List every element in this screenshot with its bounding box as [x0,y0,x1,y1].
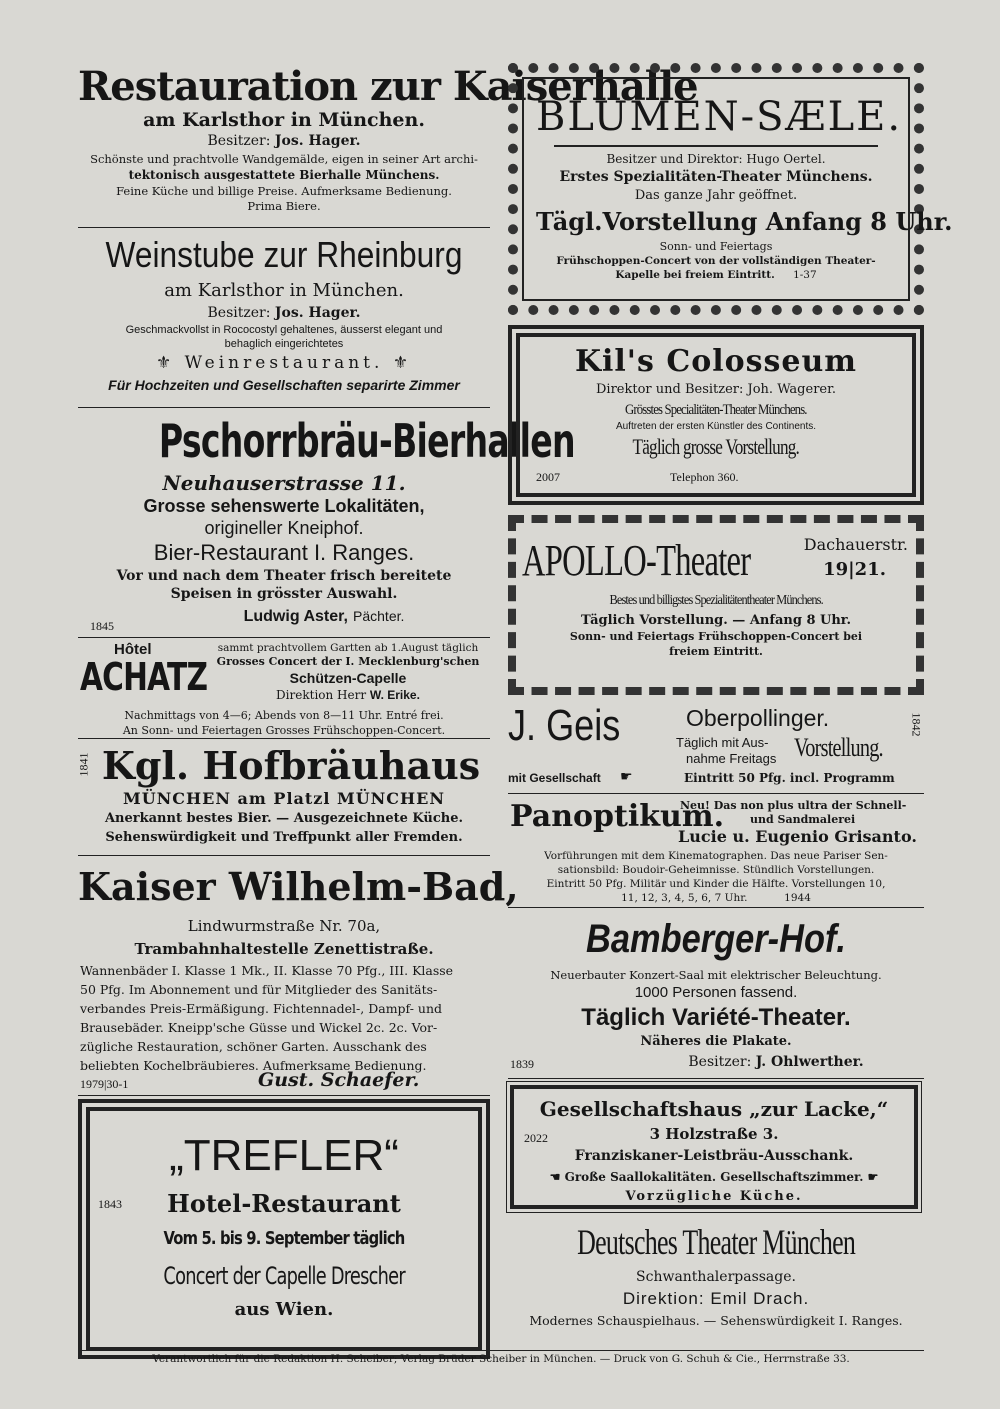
ad-subtitle: am Karlsthor in München. [164,280,404,301]
ad-text: Vorzügliche Küche. [625,1189,803,1204]
ad-text: Auftreten der ersten Künstler des Continents. [615,421,817,432]
ad-text: Grösstes Specialitäten-Theater Münchens. [625,402,807,418]
ad-text: Neu! Das non plus ultra der Schnell- [680,799,907,812]
ad-text: Eintritt 50 Pfg. Militär und Kinder die Hälfte. Vorstellungen 10, [546,878,886,890]
ad-achatz [78,641,490,741]
ad-street-number: 19|21. [823,559,886,580]
ad-title: J. Geis [508,701,621,750]
divider [78,637,490,638]
ad-text: Täglich Vorstellung. — Anfang 8 Uhr. [581,613,851,628]
ad-text: Direktor und Besitzer: Joh. Wagerer. [595,382,837,397]
ad-wilhelmbad [78,859,519,1091]
ad-text: Direktion: Emil Drach. [622,1289,810,1308]
ad-address: 3 Holzstraße 3. [649,1125,779,1143]
pointing-hand-icon: ☛ [867,1170,879,1184]
ad-text: Kapelle bei freiem Eintritt. [615,269,775,281]
owner-label: Besitzer: [207,305,271,321]
pointing-hand-icon: ☚ [549,1170,561,1184]
ornament-icon: ⚜ [392,353,413,373]
ad-text: Besitzer und Direktor: Hugo Oertel. [606,152,826,166]
ad-text: Große Saallokalitäten. Gesellschaftszimmer. [564,1170,864,1184]
ad-text: Vor und nach dem Theater frisch bereitete [116,568,452,584]
ad-title: Pschorrbräu-Bierhallen [158,414,575,468]
ad-text: Grosses Concert der I. Mecklenburg'schen [216,655,480,668]
ad-text: Wannenbäder I. Klasse 1 Mk., II. Klasse 70 Pfg., III. Klasse [80,963,454,978]
ad-title: Kil's Colosseum [574,344,858,379]
ad-text: Vorstellung. [794,733,883,762]
owner-name: Ludwig Aster, [243,608,348,625]
ad-text: Speisen in grösster Auswahl. [170,586,398,602]
ad-text: Bestes und billigstes Spezialitätentheater Münchens. [609,593,823,608]
owner-role: Pächter. [353,608,405,624]
ad-text: aus Wien. [234,1299,334,1320]
ad-text: beliebten Kochelbräubieres. Aufmerksame Bedienung. [80,1058,427,1073]
ad-text: 11, 12, 3, 4, 5, 6, 7 Uhr. [621,892,748,904]
ad-text: Neuerbauter Konzert-Saal mit elektrischer Beleuchtung. [550,968,882,982]
ad-trefler [78,1099,490,1359]
owner-label: Besitzer: [207,133,271,149]
ad-text: Anerkannt bestes Bier. — Ausgezeichnete Küche. [104,811,464,826]
divider [78,407,490,408]
ad-text: Das ganze Jahr geöffnet. [634,188,798,203]
ad-title: Bamberger-Hof. [586,917,846,961]
ad-text: Tägl.Vorstellung Anfang 8 Uhr. [536,207,953,236]
ad-title: ACHATZ [80,655,208,699]
ad-text: freiem Eintritt. [669,645,763,658]
pointing-hand-icon: ☛ [620,769,633,785]
ad-text: An Sonn- und Feiertagen Grosses Frühschoppen-Concert. [122,724,446,737]
ornament-icon: ⚜ [155,353,176,373]
ad-text: sammt prachtvollem Gartten ab 1.August täglich [217,642,479,654]
divider [78,1095,490,1096]
ad-title: BLUMEN-SÆLE. [536,94,903,140]
divider [78,227,490,228]
ad-text: Täglich grosse Vorstellung. [632,434,800,459]
owner-name: Jos. Hager. [274,133,361,149]
ad-deutsches-theater [508,1217,924,1349]
ad-text: W. Erike. [369,688,420,702]
ad-text: origineller Kneiphof. [204,518,364,538]
ad-text: Grosse sehenswerte Lokalitäten, [143,496,425,516]
page-footer [78,1350,924,1365]
ad-text: Direktion Herr [276,688,367,702]
ad-subtitle: MÜNCHEN am Platzl MÜNCHEN [123,789,445,808]
ad-apollo [508,515,924,695]
ad-title: Gesellschaftshaus „zur Lacke,“ [539,1097,889,1121]
divider [508,793,924,794]
ad-street: Dachauerstr. [803,535,908,554]
ad-text: Näheres die Plakate. [640,1034,792,1049]
ad-kaiserhalle [78,63,698,225]
ad-text: mit Gesellschaft [508,771,601,785]
ad-text: Vom 5. bis 9. September täglich [163,1228,405,1249]
ad-text: verbandes Preis-Ermäßigung. Fichtennadel-, Dampf- und [80,1001,443,1016]
ad-text: Erstes Spezialitäten-Theater Münchens. [559,169,873,185]
owner-label: Besitzer: [688,1054,752,1070]
ad-address: Lindwurmstraße Nr. 70a, [187,917,381,935]
ad-panoptikum [508,797,924,905]
ad-text: Sonn- und Feiertags Frühschoppen-Concert bei [569,630,863,643]
ad-text: Schönste und prachtvolle Wandgemälde, eigen in seiner Art archi- [90,152,478,166]
ad-text: Prima Biere. [247,199,321,213]
ad-title: Panoptikum. [510,799,725,834]
ad-number: 1843 [98,1197,122,1211]
owner-name: J. Ohlwerther. [755,1054,864,1070]
ad-number: 2022 [524,1131,548,1145]
ad-text: Franziskaner-Leistbräu-Ausschank. [574,1148,854,1164]
ad-text: 1000 Personen fassend. [634,984,798,1001]
ad-text: sationsbild: Boudoir-Geheimnisse. Stündlich Vorstellungen. [557,864,875,876]
ad-number: 1839 [510,1057,534,1071]
ad-text: behaglich eingerichtetes [224,338,344,350]
ad-text: Weinrestaurant. [184,353,384,373]
ad-number: 1944 [784,892,811,904]
ad-hotel-label: Hôtel [114,641,152,658]
ad-text: Modernes Schauspielhaus. — Sehenswürdigkeit I. Ranges. [529,1313,903,1328]
footer-imprint: Verantwortlich für die Redaktion H. Scheiber; Verlag Brüder Scheiber in München. — Druck von G. Schuh & Cie., Herrnstraße 33. [152,1353,850,1365]
ad-title: Weinstube zur Rheinburg [105,234,463,275]
ad-geis [508,701,924,791]
ad-text: und Sandmalerei [750,813,856,826]
ad-title: APOLLO-Theater [522,536,751,585]
ad-lacke [510,1085,918,1209]
ad-text: Täglich Variété-Theater. [581,1004,851,1031]
ad-number: 1842 [909,712,924,737]
ad-subtitle: Hotel-Restaurant [167,1189,401,1218]
ad-text: zügliche Restauration, schöner Garten. Ausschank des [80,1039,427,1054]
ad-text: Täglich mit Aus- [676,735,769,750]
ad-text: Feine Küche und billige Preise. Aufmerksame Bedienung. [116,184,452,198]
ad-title: Kgl. Hofbräuhaus [101,743,481,788]
ad-rheinburg [78,231,490,407]
ad-place: Oberpollinger. [686,705,830,731]
owner-name: Gust. Schaefer. [258,1069,420,1091]
ad-text: Nachmittags von 4—6; Abends von 8—11 Uhr. Entré frei. [124,709,444,722]
ad-phone: Telephon 360. [670,470,739,484]
ad-text: Concert der Capelle Drescher [163,1262,405,1290]
ad-subtitle: am Karlsthor in München. [143,109,425,131]
ad-text: Schützen-Capelle [289,670,407,686]
ad-text: Vorführungen mit dem Kinematographen. Das neue Pariser Sen- [544,850,888,862]
ad-text: Trambahnhaltestelle Zenettistraße. [134,940,434,958]
divider [508,1078,924,1079]
ad-number: 1-37 [793,269,817,281]
ad-title: Kaiser Wilhelm-Bad, [78,864,519,909]
ad-text: Sehenswürdigkeit und Treffpunkt aller Fremden. [105,830,463,845]
divider [508,907,924,908]
divider [78,738,490,739]
ad-text: Schwanthalerpassage. [636,1269,796,1285]
ad-colosseum [508,325,924,505]
ad-title: Deutsches Theater München [576,1222,856,1262]
divider [78,855,490,856]
ad-hofbrau [78,743,490,853]
ad-number: 1841 [76,752,91,777]
ad-blumen [508,63,953,315]
ad-text: Geschmackvollst in Rococostyl gehaltenes, äusserst elegant und [125,324,443,336]
ad-text: Frühschoppen-Concert von der vollständigen Theater- [556,255,876,267]
ad-text: Lucie u. Eugenio Grisanto. [678,827,917,846]
ad-text: Eintritt 50 Pfg. incl. Programm [684,771,895,785]
ad-number: 1979|30-1 [80,1077,129,1091]
ad-text: Brausebäder. Kneipp'sche Güsse und Wickel 2c. 2c. Vor- [80,1020,438,1035]
ad-title: Restauration zur Kaiserhalle [78,63,698,110]
ad-bamberger [508,911,924,1075]
ad-text: nahme Freitags [686,751,777,766]
ad-text: Für Hochzeiten und Gesellschaften separirte Zimmer [108,377,460,393]
ad-title: „TREFLER“ [169,1131,399,1180]
ad-number: 1845 [90,619,114,633]
ad-text: Bier-Restaurant I. Ranges. [153,540,415,565]
ad-text: 50 Pfg. Im Abonnement und für Mitglieder des Sanitäts- [80,982,438,997]
owner-name: Jos. Hager. [274,305,361,321]
ad-address: Neuhauserstrasse 11. [162,471,406,495]
ad-text: Sonn- und Feiertags [659,240,773,253]
ad-number: 2007 [536,470,560,484]
ad-text: tektonisch ausgestattete Bierhalle Münchens. [128,168,440,182]
